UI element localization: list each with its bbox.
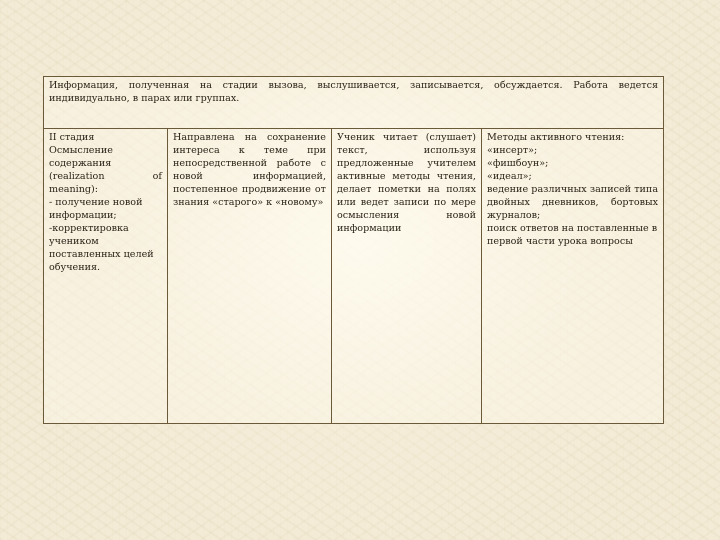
stage-line: Осмысление bbox=[49, 145, 113, 156]
stage-line: (realization of bbox=[49, 171, 162, 182]
info-cell: Информация, полученная на стадии вызова, выслушивается, записывается, обсуждается. Работа ведется индивидуально, в парах или группах. bbox=[44, 77, 664, 129]
stage-line: учеником bbox=[49, 236, 99, 247]
methods-line: «фишбоун»; bbox=[487, 158, 549, 169]
methods-line: «инсерт»; bbox=[487, 145, 538, 156]
stage-line: информации; bbox=[49, 210, 117, 221]
stage-line: поставленных целей bbox=[49, 249, 154, 260]
stage-row bbox=[44, 129, 664, 424]
stage-line: meaning): bbox=[49, 184, 99, 195]
stage-line: - получение новой bbox=[49, 197, 143, 208]
stage-line: -корректировка bbox=[49, 223, 129, 234]
methods-cell bbox=[482, 129, 664, 424]
methods-line: Методы активного чтения: bbox=[487, 132, 625, 143]
methods-line: поиск ответов на поставленные в первой части урока вопросы bbox=[487, 223, 658, 247]
student-cell: Ученик читает (слушает) текст, используя предложенные учителем активные методы чтения, делает пометки на полях или ведет записи по мере осмысления новой информации bbox=[332, 129, 482, 424]
info-row bbox=[44, 77, 664, 129]
stage-line: II стадия bbox=[49, 132, 95, 143]
methods-line: «идеал»; bbox=[487, 171, 532, 182]
stage-line: обучения. bbox=[49, 262, 101, 273]
methods-line: ведение различных записей типа двойных дневников, бортовых журналов; bbox=[487, 184, 659, 221]
stage-cell bbox=[44, 129, 168, 424]
stage-line: содержания bbox=[49, 158, 112, 169]
lesson-table bbox=[43, 76, 664, 424]
goal-cell: Направлена на сохранение интереса к теме при непосредственной работе с новой информацией, постепенное продвижение от знания «старого» к «новому» bbox=[168, 129, 332, 424]
